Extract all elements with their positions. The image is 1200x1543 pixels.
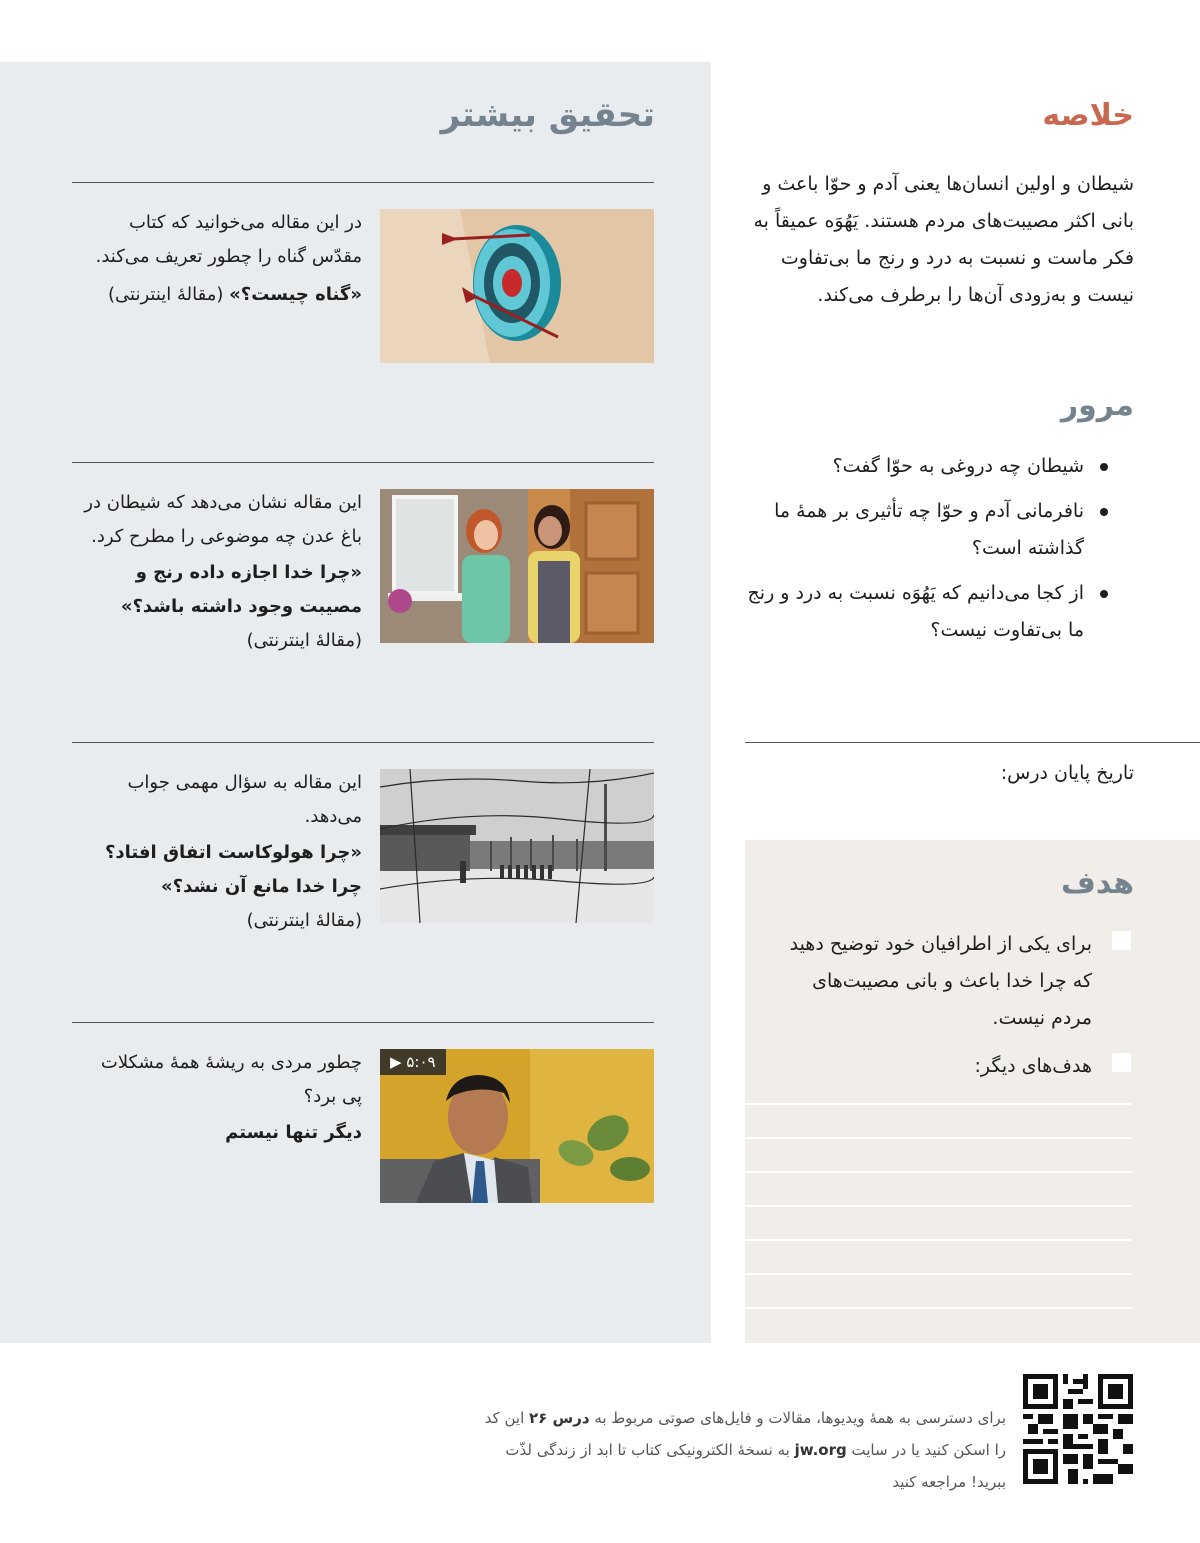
write-line[interactable]: [745, 1273, 1132, 1275]
divider: [72, 1022, 654, 1023]
goal-title: هدف: [1061, 866, 1134, 901]
review-question: نافرمانی آدم و حوّا چه تأثیری بر همهٔ ما گذاشته است؟: [740, 493, 1112, 567]
write-line[interactable]: [745, 1171, 1132, 1173]
research-item-2-desc: این مقاله نشان می‌دهد که شیطان در باغ عدن چه موضوعی را مطرح کرد.: [84, 492, 362, 547]
footer-line-3: به نسخهٔ الکترونیکی کتاب تا ابد از زندگی لذّت ببرید! مراجعه کنید: [505, 1441, 1006, 1491]
summary-text: شیطان و اولین انسان‌ها یعنی آدم و حوّا باعث و بانی اکثر مصیبت‌های مردم هستند. یَهُوَه عمیقاً به فکر ماست و نسبت به درد و رنج ما بی‌تفاوت نیست و به‌زودی آن‌ها را برطرف می‌کند.: [753, 173, 1134, 306]
concentration-camp-thumbnail[interactable]: [380, 769, 654, 923]
write-line[interactable]: [745, 1205, 1132, 1207]
research-item-1-type: (مقالهٔ اینترنتی): [108, 284, 224, 305]
divider: [745, 742, 1200, 743]
review-question: از کجا می‌دانیم که یَهُوَه نسبت به درد و رنج ما بی‌تفاوت نیست؟: [740, 575, 1112, 649]
footer-site-link[interactable]: jw.org: [794, 1441, 847, 1459]
footer-line-1: برای دسترسی به همهٔ ویدیوها، مقالات و فایل‌های صوتی مربوط به: [594, 1409, 1006, 1427]
research-item-3-desc: این مقاله به سؤال مهمی جواب می‌دهد.: [127, 772, 362, 827]
other-goals-checkbox[interactable]: [1112, 1053, 1131, 1072]
goal-panel: [745, 840, 1200, 1343]
video-thumbnail[interactable]: [380, 1049, 654, 1203]
other-goals-label: هدف‌های دیگر:: [974, 1055, 1092, 1077]
summary-title: خلاصه: [1042, 98, 1134, 133]
play-icon: ▶: [390, 1053, 402, 1071]
research-item-3: [80, 766, 362, 938]
video-duration-badge: [380, 1049, 446, 1075]
research-item-1: [80, 206, 362, 312]
divider: [72, 742, 654, 743]
research-item-2-link[interactable]: «چرا خدا اجازه داده رنج و مصیبت وجود داشته باشد؟»: [120, 562, 362, 617]
write-line[interactable]: [745, 1239, 1132, 1241]
research-item-2: [80, 486, 362, 658]
research-item-3-link[interactable]: «چرا هولوکاست اتفاق افتاد؟ چرا خدا مانع آن نشد؟»: [104, 842, 362, 897]
further-research-title: تحقیق بیشتر: [440, 95, 655, 135]
goal-text: برای یکی از اطرافیان خود توضیح دهید که چرا خدا باعث و بانی مصیبت‌های مردم نیست.: [789, 933, 1092, 1029]
review-title: مرور: [1060, 388, 1134, 423]
write-line[interactable]: [745, 1137, 1132, 1139]
completion-date-label: تاریخ پایان درس:: [1000, 762, 1134, 784]
review-question: شیطان چه دروغی به حوّا گفت؟: [740, 448, 1112, 485]
research-item-2-type: (مقالهٔ اینترنتی): [246, 630, 362, 651]
divider: [72, 462, 654, 463]
footer-note: [470, 1402, 1006, 1498]
review-list: [740, 448, 1112, 657]
video-duration: ۵:۰۹: [406, 1053, 436, 1071]
footer-line-2: این کد را اسکن کنید یا در سایت: [484, 1409, 1006, 1459]
research-item-4-link[interactable]: دیگر تنها نیستم: [225, 1122, 362, 1143]
goal-checkbox[interactable]: [1112, 931, 1131, 950]
qr-code-icon[interactable]: [1023, 1374, 1133, 1484]
write-line[interactable]: [745, 1103, 1132, 1105]
write-line[interactable]: [745, 1307, 1132, 1309]
target-arrows-thumbnail[interactable]: [380, 209, 654, 363]
research-item-1-link[interactable]: «گناه چیست؟»: [229, 284, 362, 305]
research-item-3-type: (مقالهٔ اینترنتی): [246, 910, 362, 931]
footer-lesson: درس ۲۶: [529, 1409, 590, 1427]
research-item-1-desc: در این مقاله می‌خوانید که کتاب مقدّس گناه را چطور تعریف می‌کند.: [95, 212, 362, 267]
divider: [72, 182, 654, 183]
research-item-4: [80, 1046, 362, 1150]
doorstep-conversation-thumbnail[interactable]: [380, 489, 654, 643]
research-item-4-desc: چطور مردی به ریشهٔ همهٔ مشکلات پی برد؟: [100, 1052, 362, 1107]
